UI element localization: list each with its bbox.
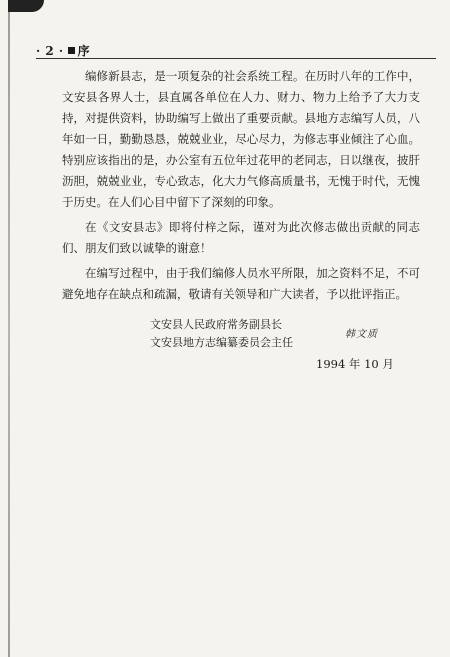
document-body (62, 66, 420, 309)
signature-date: 1994 年 10 月 (316, 357, 394, 371)
paragraph: 在《文安县志》即将付梓之际，谨对为此次修志做出贡献的同志们、朋友们致以诚挚的谢意！ (62, 220, 420, 255)
header-rule (36, 58, 436, 59)
paragraph: 在编写过程中，由于我们编修人员水平所限，加之资料不足，不可避免地存在缺点和疏漏，敬请有关领导和广大读者，予以批评指正。 (62, 266, 420, 301)
page-corner-shadow (8, 0, 44, 12)
section-title: 序 (77, 44, 91, 58)
signature-titles (150, 316, 293, 352)
page-number: · 2 · (36, 43, 64, 58)
signature-title-line: 文安县人民政府常务副县长 (150, 318, 282, 331)
signature-title-line: 文安县地方志编纂委员会主任 (150, 336, 293, 349)
page-header (36, 42, 90, 59)
signer-name: 韩文质 (345, 329, 378, 340)
square-bullet-icon (68, 47, 75, 54)
page-binding-edge (8, 0, 10, 657)
paragraph: 编修新县志，是一项复杂的社会系统工程。在历时八年的工作中，文安县各界人士，县直属各单位在人力、财力、物力上给予了大力支持，对提供资料，协助编写上做出了重要贡献。县地方志编写人员，八年如一日，勤勤恳恳，兢兢业业，尽心尽力，为修志事业倾注了心血。特别应该指出的是，办公室有五位年过花甲的老同志，日以继夜，披肝沥胆，兢兢业业，专心致志，化大力气修高质量书，无愧于时代，无愧于历史。在人们心目中留下了深刻的印象。 (62, 69, 420, 209)
